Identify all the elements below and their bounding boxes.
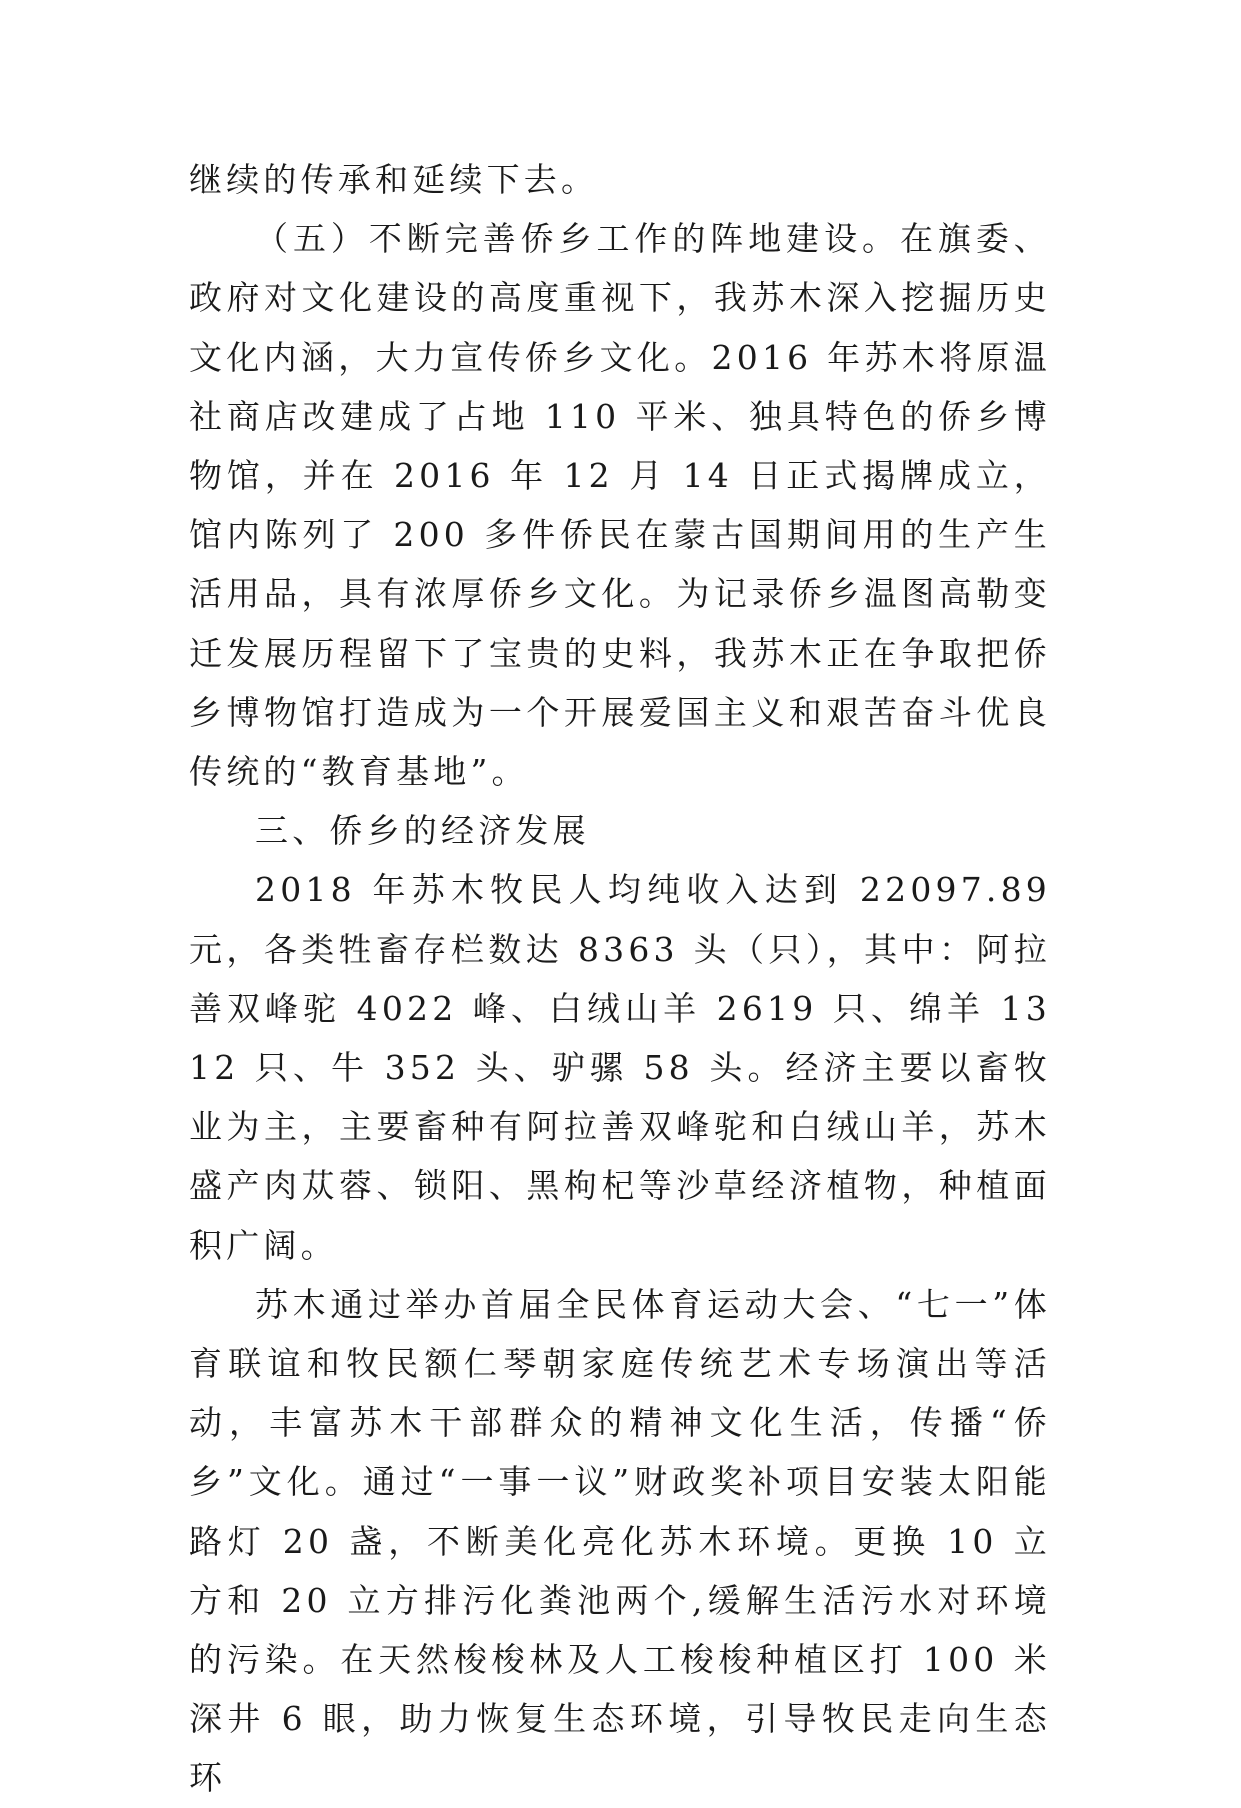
paragraph-economy-stats: 2018 年苏木牧民人均纯收入达到 22097.89 元，各类牲畜存栏数达 8363 头（只），其中：阿拉善双峰驼 4022 峰、白绒山羊 2619 只、绵羊 1312 只、牛 352 头、驴骡 58 头。经济主要以畜牧业为主，主要畜种有阿拉善双峰驼和白绒山羊，苏木盛产肉苁蓉、锁阳、黑枸杞等沙草经济植物，种植面积广阔。: [189, 870, 1051, 1265]
paragraph-section-five: （五）不断完善侨乡工作的阵地建设。在旗委、政府对文化建设的高度重视下，我苏木深入挖掘历史文化内涵，大力宣传侨乡文化。2016 年苏木将原温社商店改建成了占地 110 平米、独具特色的侨乡博物馆，并在 2016 年 12 月 14 日正式揭牌成立，馆内陈列了 200 多件侨民在蒙古国期间用的生产生活用品，具有浓厚侨乡文化。为记录侨乡温图高勒变迁发展历程留下了宝贵的史料，我苏木正在争取把侨乡博物馆打造成为一个开展爱国主义和艰苦奋斗优良传统的“教育基地”。: [189, 219, 1051, 792]
paragraph-continuation: 继续的传承和延续下去。: [189, 160, 599, 199]
paragraph-activities: 苏木通过举办首届全民体育运动大会、“七一”体育联谊和牧民额仁琴朝家庭传统艺术专场演出等活动，丰富苏木干部群众的精神文化生活，传播“侨乡”文化。通过“一事一议”财政奖补项目安装太阳能路灯 20 盏，不断美化亮化苏木环境。更换 10 立方和 20 立方排污化粪池两个,缓解生活污水对环境的污染。在天然梭梭林及人工梭梭种植区打 100 米深井 6 眼，助力恢复生态环境，引导牧民走向生态环: [189, 1284, 1051, 1798]
section-heading-economy: 三、侨乡的经济发展: [255, 811, 590, 851]
document-body: [189, 150, 1051, 1808]
